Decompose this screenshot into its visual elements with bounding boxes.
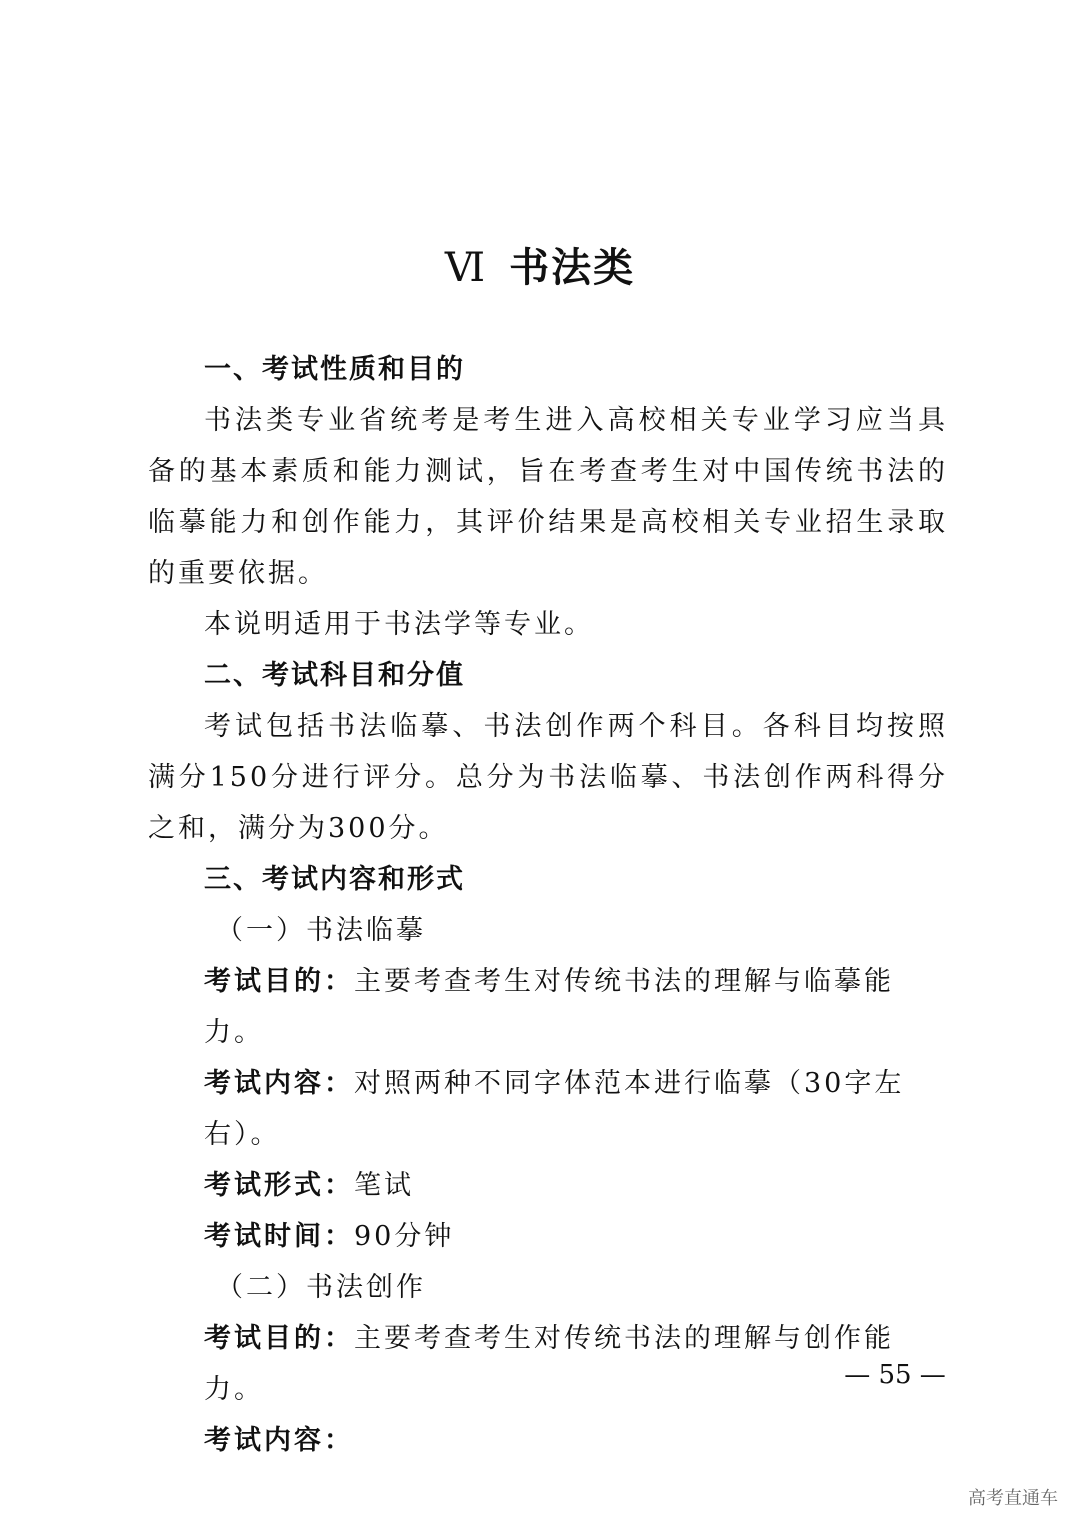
sub1-time-label: 考试时间： [204,1221,354,1252]
sub1-time-value: 90分钟 [354,1221,455,1252]
page-number: — 55 — [844,1360,946,1390]
subsection-title-2: （二）书法创作 [216,1272,426,1303]
sub1-form-label: 考试形式： [204,1170,354,1201]
sub1-time-row [148,1211,948,1262]
section-1-paragraph-1: 书法类专业省统考是考生进入高校相关专业学习应当具备的基本素质和能力测试，旨在考查考生对中国传统书法的临摹能力和创作能力，其评价结果是高校相关专业招生录取的重要依据。 [148,405,948,589]
page-title [0,236,1080,293]
sub1-content-row [148,1058,948,1160]
sub2-content-label: 考试内容： [204,1425,354,1456]
sub1-purpose-row [148,956,948,1058]
section-2-paragraph-1: 考试包括书法临摹、书法创作两个科目。各科目均按照满分150分进行评分。总分为书法临摹、书法创作两科得分之和，满分为300分。 [148,711,948,844]
sub1-purpose-value: 主要考查考生对传统书法的理解与临摹能力。 [204,966,894,1048]
sub1-purpose-label: 考试目的： [204,966,354,997]
sub2-purpose-row [148,1313,948,1415]
sub1-content-value: 对照两种不同字体范本进行临摹（30字左右）。 [204,1068,905,1150]
sub2-content-row [148,1415,948,1466]
section-heading-3: 三、考试内容和形式 [204,864,465,895]
sub2-purpose-value: 主要考查考生对传统书法的理解与创作能力。 [204,1323,894,1405]
sub1-form-value: 笔试 [354,1170,414,1201]
document-body [148,344,948,1466]
sub2-purpose-label: 考试目的： [204,1323,354,1354]
title-roman-numeral: Ⅵ [444,245,488,291]
section-heading-2: 二、考试科目和分值 [204,660,465,691]
sub1-form-row [148,1160,948,1211]
watermark: 高考直通车 [968,1488,1058,1509]
title-text: 书法类 [509,245,636,291]
subsection-title-1: （一）书法临摹 [216,915,426,946]
section-heading-1: 一、考试性质和目的 [204,354,465,385]
sub1-content-label: 考试内容： [204,1068,354,1099]
section-1-paragraph-2: 本说明适用于书法学等专业。 [204,609,594,640]
